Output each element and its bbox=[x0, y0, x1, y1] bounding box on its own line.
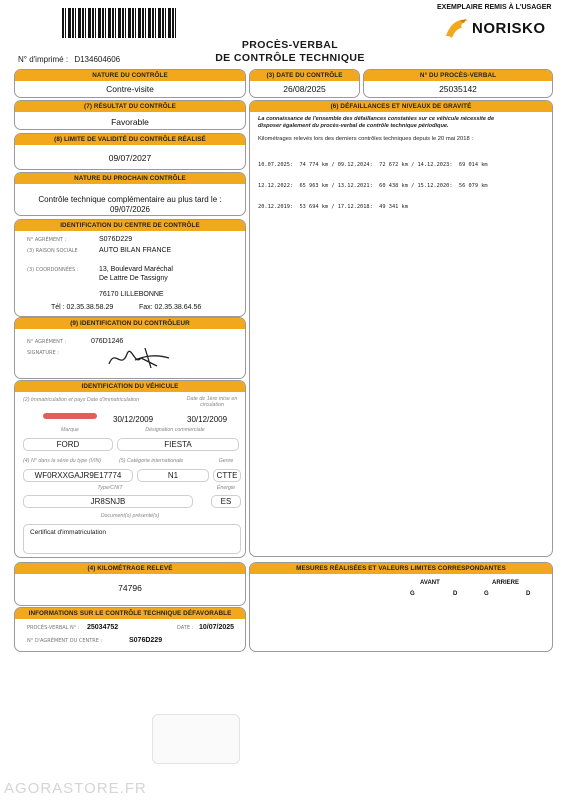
centre-agrement-label: N° AGRÉMENT : bbox=[27, 237, 67, 243]
premiere-circulation-label: Date de 1ère mise en circulation bbox=[186, 396, 238, 408]
km-history-list bbox=[258, 148, 488, 225]
date-premiere-value: 30/12/2009 bbox=[187, 415, 228, 424]
centre-addr-1: 13, Boulevard Maréchal bbox=[99, 266, 173, 273]
mesures-avant-g: G bbox=[410, 591, 415, 597]
marque-label: Marque bbox=[61, 427, 79, 433]
defaillances-box bbox=[249, 100, 553, 557]
marque-field: FORD bbox=[23, 438, 113, 451]
signature-scribble bbox=[105, 340, 175, 372]
defavorable-box bbox=[14, 607, 246, 652]
centre-tel: Tél : 02.35.38.58.29 bbox=[51, 304, 114, 311]
printed-number bbox=[18, 55, 120, 64]
energie-label: Énergie bbox=[216, 485, 236, 491]
immat-label: (2) Immatriculation et pays Date d'immatriculation bbox=[23, 397, 140, 403]
centre-agrement-value: S076D229 bbox=[99, 236, 133, 243]
printed-value: D134604606 bbox=[74, 55, 121, 64]
defavorable-centre-value: S076D229 bbox=[129, 637, 163, 644]
controleur-box bbox=[14, 317, 246, 379]
kilometrage-header: (4) KILOMÉTRAGE RELEVÉ bbox=[15, 563, 245, 574]
designation-field: FIESTA bbox=[117, 438, 239, 451]
mesures-header: MESURES RÉALISÉES ET VALEURS LIMITES CORRESPONDANTES bbox=[250, 563, 552, 574]
date-immat-value: 30/12/2009 bbox=[113, 415, 154, 424]
copy-note: EXEMPLAIRE REMIS À L'USAGER bbox=[437, 4, 552, 11]
nature-controle-value: Contre-visite bbox=[106, 84, 154, 94]
prochain-line-2: 09/07/2026 bbox=[109, 205, 151, 214]
numero-pv-header: N° DU PROCÈS-VERBAL bbox=[364, 70, 552, 81]
date-controle-header: (3) DATE DU CONTRÔLE bbox=[250, 70, 359, 81]
vehicule-box bbox=[14, 380, 246, 558]
stamp-placeholder bbox=[152, 714, 240, 764]
type-label: Type/CNIT bbox=[97, 485, 123, 491]
documents-label: Document(s) présenté(s) bbox=[100, 513, 160, 519]
mesures-avant-d: D bbox=[453, 591, 458, 597]
controleur-header: (9) IDENTIFICATION DU CONTRÔLEUR bbox=[15, 318, 245, 329]
centre-addr-3: 76170 LILLEBONNE bbox=[99, 291, 164, 298]
resultat-value: Favorable bbox=[111, 117, 149, 127]
vin-field: WF0RXXGAJR9E17774 bbox=[23, 469, 133, 482]
notice-line-1: La connaissance de l'ensemble des défaillances constatées sur ce véhicule nécessite de bbox=[258, 116, 495, 122]
page-title bbox=[190, 39, 390, 65]
defavorable-date-label: DATE : bbox=[177, 625, 194, 631]
mesures-arriere-g: G bbox=[484, 591, 489, 597]
title-line-1: PROCÈS-VERBAL bbox=[241, 39, 339, 51]
validite-header: (8) LIMITE DE VALIDITÉ DU CONTRÔLE RÉALISÉ bbox=[15, 134, 245, 145]
defavorable-header: INFORMATIONS SUR LE CONTRÔLE TECHNIQUE DÉFAVORABLE bbox=[15, 608, 245, 619]
validite-value: 09/07/2027 bbox=[108, 153, 152, 163]
categorie-label: (5) Catégorie internationale bbox=[119, 458, 184, 464]
km-history-title: Kilométrages relevés lors des derniers contrôles techniques depuis le 20 mai 2018 : bbox=[258, 136, 473, 142]
document-value: Certificat d'immatriculation bbox=[30, 529, 107, 536]
numero-pv-box bbox=[363, 69, 553, 98]
centre-addr-2: De Lattre De Tassigny bbox=[99, 275, 168, 282]
centre-header: IDENTIFICATION DU CENTRE DE CONTRÔLE bbox=[15, 220, 245, 231]
norisko-logo bbox=[444, 16, 564, 42]
redacted-plate bbox=[43, 413, 97, 419]
brand-name: NORISKO bbox=[472, 20, 546, 37]
centre-coord-label: (3) COORDONNÉES : bbox=[27, 267, 79, 273]
categorie-field: N1 bbox=[137, 469, 209, 482]
centre-fax: Fax: 02.35.38.64.56 bbox=[139, 304, 202, 311]
defavorable-pv-value: 25034752 bbox=[87, 624, 119, 631]
genre-label: Genre bbox=[218, 458, 234, 464]
prochain-line-1: Contrôle technique complémentaire au plus tard le : bbox=[38, 195, 222, 204]
controleur-agrement-value: 076D1246 bbox=[91, 338, 124, 345]
mesures-arriere: ARRIERE bbox=[492, 580, 520, 586]
vin-label: (4) N° dans la série du type (VIN) bbox=[23, 458, 102, 464]
printed-label: N° d'imprimé : bbox=[18, 55, 69, 64]
energie-field: ES bbox=[211, 495, 241, 508]
mesures-arriere-d: D bbox=[526, 591, 531, 597]
defaillances-header: (6) DÉFAILLANCES ET NIVEAUX DE GRAVITÉ bbox=[250, 101, 552, 112]
kilometrage-value: 74796 bbox=[118, 583, 142, 593]
defavorable-date-value: 10/07/2025 bbox=[199, 624, 235, 631]
validite-box bbox=[14, 133, 246, 170]
date-controle-box bbox=[249, 69, 360, 98]
resultat-box bbox=[14, 100, 246, 130]
kilometrage-box bbox=[14, 562, 246, 606]
defavorable-centre-label: N° D'AGRÉMENT DU CENTRE : bbox=[27, 638, 103, 644]
defavorable-pv-label: PROCÈS-VERBAL N° : bbox=[27, 625, 80, 631]
centre-box bbox=[14, 219, 246, 317]
centre-raison-label: (3) RAISON SOCIALE bbox=[27, 248, 78, 254]
mesures-box bbox=[249, 562, 553, 652]
type-field: JR8SNJB bbox=[23, 495, 193, 508]
title-line-2: DE CONTRÔLE TECHNIQUE bbox=[215, 52, 365, 64]
vehicule-header: IDENTIFICATION DU VÉHICULE bbox=[15, 381, 245, 392]
barcode bbox=[62, 8, 177, 38]
nature-controle-header: NATURE DU CONTRÔLE bbox=[15, 70, 245, 81]
centre-raison-value: AUTO BILAN FRANCE bbox=[99, 247, 172, 254]
km-row: 10.07.2025: 74 774 km / 09.12.2024: 72 672 km / 14.12.2023: 69 014 km bbox=[258, 162, 488, 168]
designation-label: Désignation commerciale bbox=[145, 427, 205, 433]
prochain-header: NATURE DU PROCHAIN CONTRÔLE bbox=[15, 173, 245, 184]
prochain-box bbox=[14, 172, 246, 216]
controleur-signature-label: SIGNATURE : bbox=[27, 350, 59, 356]
km-row: 20.12.2019: 53 694 km / 17.12.2018: 49 341 km bbox=[258, 204, 408, 210]
km-row: 12.12.2022: 65 963 km / 13.12.2021: 60 438 km / 15.12.2020: 56 079 km bbox=[258, 183, 488, 189]
mesures-avant: AVANT bbox=[420, 580, 440, 586]
resultat-header: (7) RÉSULTAT DU CONTRÔLE bbox=[15, 101, 245, 112]
watermark: AGORASTORE.FR bbox=[4, 780, 147, 797]
genre-field: CTTE bbox=[213, 469, 241, 482]
date-controle-value: 26/08/2025 bbox=[283, 84, 326, 94]
nature-controle-box bbox=[14, 69, 246, 98]
eagle-icon bbox=[444, 16, 470, 42]
documents-field bbox=[23, 524, 241, 554]
controleur-agrement-label: N° AGRÉMENT : bbox=[27, 339, 67, 345]
defaillances-notice bbox=[258, 116, 548, 130]
notice-line-2: disposer également du procès-verbal de contrôle technique périodique. bbox=[258, 123, 449, 129]
numero-pv-value: 25035142 bbox=[439, 84, 477, 94]
